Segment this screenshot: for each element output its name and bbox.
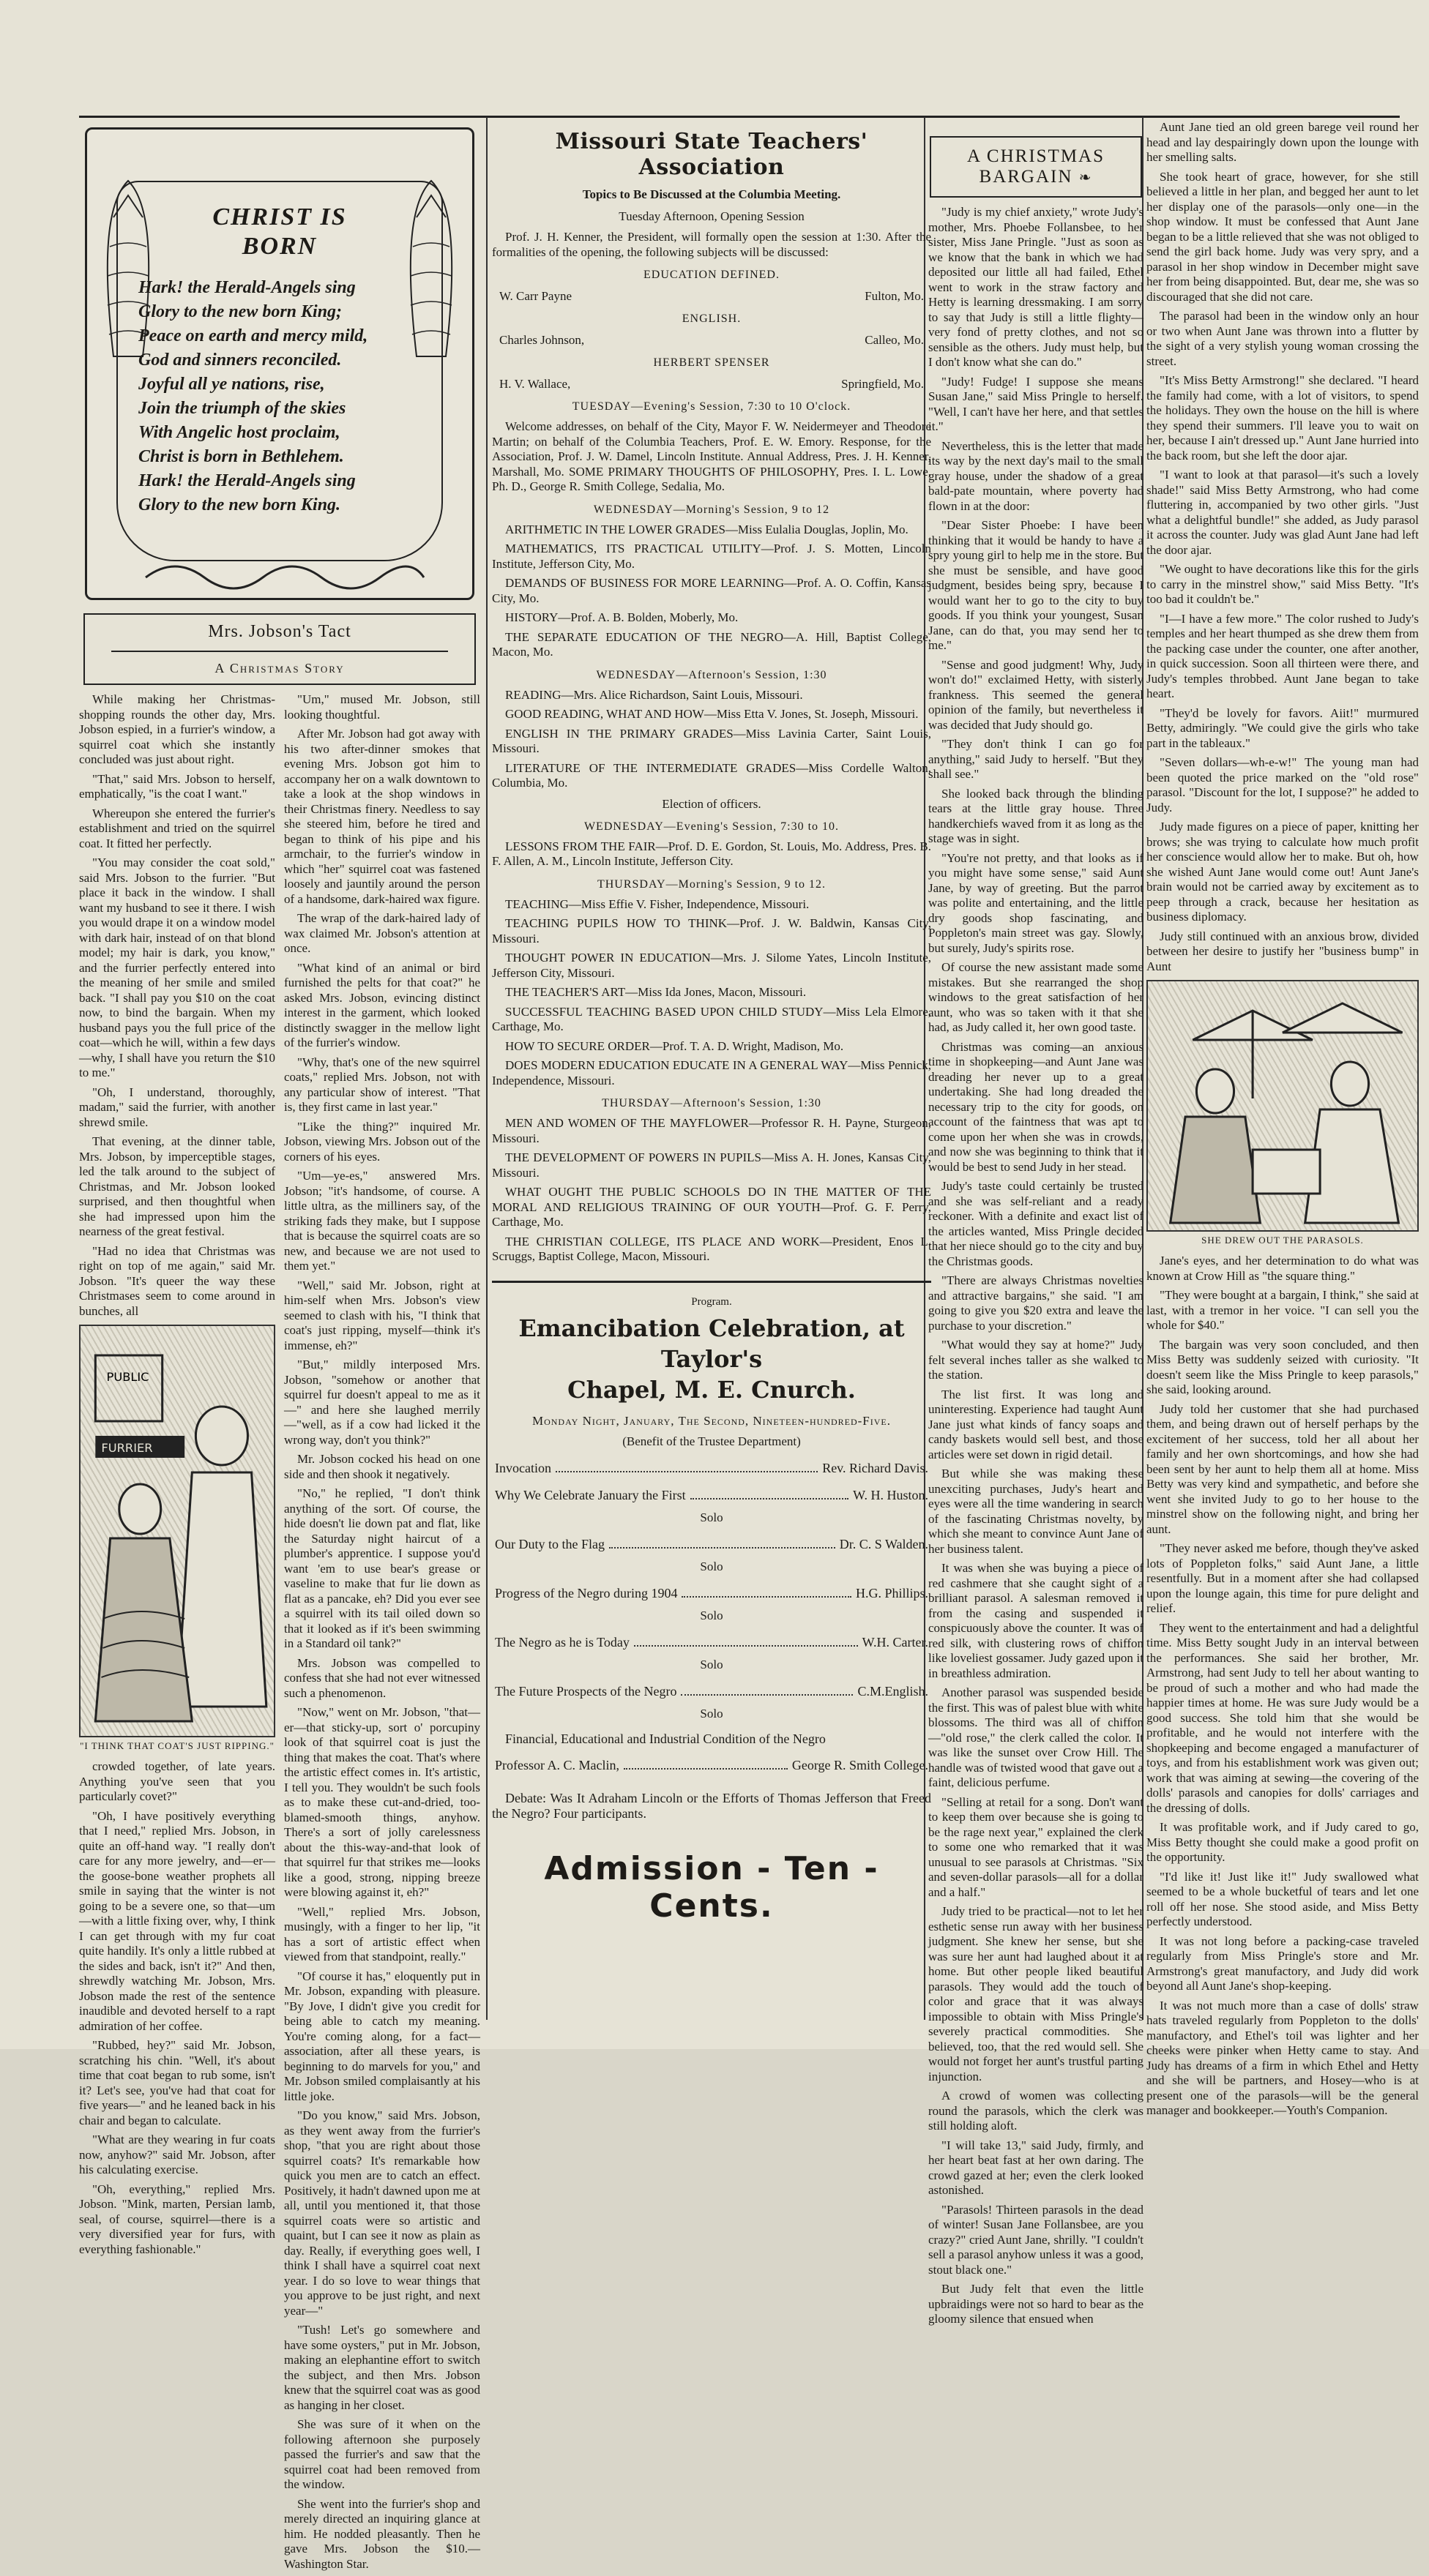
jobson-col-b (284, 692, 480, 2576)
story-paragraph: Aunt Jane tied an old green barege veil round her head and lay despairingly down upon the lounge with her smelling salts. (1146, 120, 1419, 164)
story-paragraph: "Oh, I have positively everything that I need," replied Mrs. Jobson, in quite an off-hand way. "I really don't care for any more jewelry, and—er—the goose-bone weather prophets all smile in saying that the winter is not going to be a severe one, so that—um—with a little fixing over, why, I think I can get through with my fur coat quite handily. It's only a little rubbed at the sides and back, isn't it?" And then, shrewdly watching Mr. Jobson, Mrs. Jobson made the rest of the sentence inaudible and devoted herself to a rapt admiration of her coffee. (79, 1808, 275, 2033)
msta-intro: Prof. J. H. Kenner, the President, will formally open the session at 1:30. After the formalities of the opening, the following subjects will be discussed: (492, 230, 931, 259)
program-item-speaker: W. H. Huston. (853, 1487, 928, 1502)
story-paragraph: Mr. Jobson cocked his head on one side and then shook it negatively. (284, 1452, 480, 1481)
story-paragraph: That evening, at the dinner table, Mrs. Jobson, by imperceptible stages, led the talk around to the subject of Christmas, and Mr. Jobson looked surprised, and then thoughtful when she had impressed upon him the nearness of the great festival. (79, 1134, 275, 1238)
svg-text:FURRIER: FURRIER (101, 1441, 153, 1455)
story-paragraph: "Rubbed, hey?" said Mr. Jobson, scratching his chin. "Well, it's about time that coat began to rub some, isn't it? Let's see, you've had that coat for five years—" and he leaned back in his chair and began to calculate. (79, 2038, 275, 2127)
msta-session-wednesday-morning: WEDNESDAY—Morning's Session, 9 to 12 (593, 503, 830, 516)
msta-speaker-row: W. Carr Payne Fulton, Mo. (499, 289, 924, 303)
msta-topic-education: EDUCATION DEFINED. (643, 269, 780, 281)
program-solo: Solo (700, 1559, 723, 1573)
program-solo: Solo (700, 1608, 723, 1622)
msta-subhead: Topics to Be Discussed at the Columbia Meeting. (582, 187, 841, 201)
story-paragraph: "What are they wearing in fur coats now, anyhow?" said Mr. Jobson, after his calculating exercise. (79, 2133, 275, 2176)
story-paragraph: "Had no idea that Christmas was right on top of me again," said Mr. Jobson. "It's queer the way these Christmases seem to come around in bunches, all (79, 1243, 275, 1318)
msta-topic-spenser: HERBERT SPENSER (653, 356, 770, 369)
program-topic: THE DEVELOPMENT OF POWERS IN PUPILS—Miss A. H. Jones, Kansas City, Missouri. (492, 1150, 931, 1180)
story-paragraph: "We ought to have decorations like this for the girls to carry in the minstrel show," said Miss Betty. "It's too bad it couldn't be." (1146, 562, 1419, 606)
story-paragraph: Whereupon she entered the furrier's establishment and tried on the squirrel coat. It fitted her perfectly. (79, 806, 275, 850)
program-item-speaker: C.M.English. (857, 1683, 928, 1699)
svg-text:PUBLIC: PUBLIC (106, 1370, 149, 1384)
story-paragraph: Of course the new assistant made some mistakes. But she rearranged the shop windows to the great satisfaction of her aunt, who was so taken with it that she had, as Judy called it, her own good taste. (928, 960, 1143, 1034)
program-topic: THOUGHT POWER IN EDUCATION—Mrs. J. Silome Yates, Lincoln Institute, Jefferson City, Missouri. (492, 951, 931, 980)
column-left (79, 124, 480, 2571)
program-topic: LITERATURE OF THE INTERMEDIATE GRADES—Miss Cordelle Walton, Columbia, Mo. (492, 760, 931, 790)
program-topic: DOES MODERN EDUCATION EDUCATE IN A GENERAL WAY—Miss Pennick, Independence, Missouri. (492, 1058, 931, 1087)
program-item (495, 1488, 928, 1503)
story-paragraph: "They don't think I can go for anything," said Judy to herself. "But they shall see." (928, 737, 1143, 781)
parasols-illustration-caption: SHE DREW OUT THE PARASOLS. (1201, 1235, 1364, 1246)
program-item-title: The Future Prospects of the Negro (495, 1683, 677, 1699)
poem-line: Hark! the Herald-Angels sing (138, 471, 356, 490)
ornament-icon: ❧ (1078, 170, 1093, 186)
story-paragraph: Judy's taste could certainly be trusted and she was self-reliant and a ready reckoner. With a definite and exact list of the articles wanted, Miss Pringle decided that her niece should go to the city and buy the Christmas goods. (928, 1179, 1143, 1268)
poem-line: With Angelic host proclaim, (138, 423, 340, 442)
msta-speaker-row: H. V. Wallace, Springfield, Mo. (499, 377, 924, 391)
story-paragraph: "That," said Mrs. Jobson to herself, emphatically, "is the coat I want." (79, 771, 275, 801)
carol-title-line2: BORN (242, 233, 318, 260)
program-topic: SUCCESSFUL TEACHING BASED UPON CHILD STUDY—Miss Lela Elmore, Carthage, Mo. (492, 1004, 931, 1033)
story-paragraph: "Do you know," said Mrs. Jobson, as they went away from the furrier's shop, "that you are right about those squirrel coats? It's remarkable how quick you men are to catch an effect. Positively, it hadn't dawned upon me at all, until you mentioned it, that those squirrel coats were so artistic and quaint, but I can see it now as plain as day. Really, if everything goes well, I think I shall have a squirrel coat next year. I do so love to wear things that you approve to be just right, and next year—" (284, 2108, 480, 2318)
msta-election: Election of officers. (662, 796, 761, 811)
program-item-title: Our Duty to the Flag (495, 1536, 605, 1551)
story-paragraph: A crowd of women was collecting round the parasols, which the clerk was still holding aloft. (928, 2089, 1143, 2133)
program-solo: Solo (700, 1510, 723, 1524)
msta-session-thursday-morning: THURSDAY—Morning's Session, 9 to 12. (597, 877, 827, 891)
story-paragraph: It was not long before a packing-case traveled regularly from Miss Pringle's store and Mr. Armstrong's great manufactory, and Judy did work beyond all Aunt Jane's shop-keeping. (1146, 1933, 1419, 1993)
program-item (495, 1635, 928, 1650)
story-paragraph: After Mr. Jobson had got away with his two after-dinner smokes that evening Mrs. Jobson got him to accompany her on a walk downtown to take a look at the shop windows in their Christmas finery. Needless to say she steered him, before he tired and began to think of his pipe and his armchair, to the furrier's window in which "her" squirrel coat was fastened loosely and jauntily around the person of a handsome, dark-haired wax figure. (284, 727, 480, 906)
story-paragraph: She was sure of it when on the following afternoon she purposely passed the furrier's and saw that the squirrel coat had been removed from the window. (284, 2417, 480, 2491)
story-paragraph: "Seven dollars—wh-e-w!" The young man had been quoted the price marked on the "old rose" parasol. "Discount for the lot, I suppose?" he added to Judy. (1146, 755, 1419, 815)
story-paragraph: "No," he replied, "I don't think anything of the sort. Of course, the hide doesn't lie down pat and flat, like the Saturday night haircut of a plumber's apprentice. I suppose you'd want 'em to use bear's grease or vaseline to make that fur lie down as flat as a pancake, eh? Did you ever see a squirrel with its tail oiled down so that it looked as if it's been swimming in a Standard oil tank?" (284, 1486, 480, 1650)
story-paragraph: It was profitable work, and if Judy cared to go, Miss Betty thought she could make a good profit on the opportunity. (1146, 1820, 1419, 1864)
story-paragraph: The list first. It was long and uninteresting. Experience had taught Aunt Jane just what kinds of fancy soaps and candy baskets would sell best, and those articles were set down in rigid detail. (928, 1387, 1143, 1461)
story-paragraph: Judy told her customer that she had purchased them, and being drawn out of herself perhaps by the excitement of her success, told her all about her family and her own shortcomings, and how she had been sent by her aunt to help them all at home. Miss Betty was very kind and sympathetic, and before she went she invited Judy to go to her house to the minstrel show on the following night, and bring her aunt. (1146, 1401, 1419, 1536)
program-item (495, 1586, 928, 1601)
story-paragraph: "Why, that's one of the new squirrel coats," replied Mrs. Jobson, not with any particular show of interest. "That is, they first came in last year." (284, 1055, 480, 1114)
msta-headline: Missouri State Teachers' Association (555, 129, 868, 180)
story-paragraph: "What kind of an animal or bird furnished the pelts for that coat?" he asked Mrs. Jobson, evincing distinct interest in the garment, which looked distinctly swagger in the mellow light of the furrier's window. (284, 960, 480, 1049)
story-paragraph: "I will take 13," said Judy, firmly, and her heart beat fast at her own daring. The crowd gazed at her; even the clerk looked astonished. (928, 2138, 1143, 2197)
christmas-carol-box (85, 127, 474, 600)
story-paragraph: She went into the furrier's shop and merely directed an inquiring glance at him. He nodded pleasantly. Then he gave Mrs. Jobson the $10.—Washington Star. (284, 2496, 480, 2571)
story-paragraph: "They were bought at a bargain, I think," she said at last, with a tremor in her voice. "I can sell you the whole for $40." (1146, 1288, 1419, 1332)
story-paragraph: Judy tried to be practical—not to let her esthetic sense run away with her business judgment. She knew her sense, but she was sure her aunt had laughed about it at home. But other people liked beautiful parasols. They would add the touch of color and grace that it was always impossible to obtain with Miss Pringle's severely practical commodities. She believed, too, that the red would sell. She would not forget her aunt's trustful parting injunction. (928, 1904, 1143, 2083)
jobson-headline-box (83, 613, 476, 685)
story-paragraph: "You may consider the coat sold," said Mrs. Jobson to the furrier. "But place it back in the window. I shall want my husband to see it there. I wish you would drape it on a window model with dark hair, instead of on that blond model; my hair is dark, you know," and the furrier perfectly entered into the meaning of her smile and smiled back. "I shall pay you $10 on the coat now, to bind the bargain. When my husband pays you the full price of the coat—which he will, within a few days—why, I shall have you return the $10 to me." (79, 855, 275, 1079)
program-topic: THE TEACHER'S ART—Miss Ida Jones, Macon, Missouri. (505, 985, 807, 999)
program-debate: Debate: Was It Adraham Lincoln or the Efforts of Thomas Jefferson that Freed the Negro? Four participants. (492, 1791, 931, 1821)
story-paragraph: "It's Miss Betty Armstrong!" she declared. "I heard the family had come, with a lot of visitors, to spend the holidays. They own the house on the hill is where they spend their summers. I'll leave you to wait on her, because I ain't dressed up." Aunt Jane hurried into the back room, but she left the door ajar. (1146, 373, 1419, 463)
program-topic: ENGLISH IN THE PRIMARY GRADES—Miss Lavinia Carter, Saint Louis, Missouri. (492, 726, 931, 755)
msta-welcome: Welcome addresses, on behalf of the City, Mayor F. W. Neidermeyer and Theodore Martin; on behalf of the Columbia Teachers, Prof. E. W. Emory. Response, for the Association, Prof. J. W. Damel, Lincoln Institute. Annual Address, Pres. J. H. Kenner, Marshall, Mo. SOME PRIMARY THOUGHTS OF PHILOSOPHY, Pres. I. L. Lowe, Ph. D., George R. Smith College, Sedalia, Mo. (492, 419, 931, 493)
jobson-story (79, 692, 480, 2576)
bargain-headline-line2: BARGAIN ❧ (979, 167, 1093, 187)
emancipation-program-label: Program. (691, 1295, 732, 1308)
poem-line: Glory to the new born King; (138, 302, 343, 321)
story-paragraph: "Tush! Let's go somewhere and have some oysters," put in Mr. Jobson, making an elephantine effort to switch the subject, and then Mrs. Jobson knew that the squirrel coat was as good as hanging in her closet. (284, 2323, 480, 2412)
story-paragraph: "Like the thing?" inquired Mr. Jobson, viewing Mrs. Jobson out of the corners of his eyes. (284, 1119, 480, 1164)
program-item-title: Progress of the Negro during 1904 (495, 1585, 678, 1600)
program-topic: MEN AND WOMEN OF THE MAYFLOWER—Professor R. H. Payne, Sturgeon, Missouri. (492, 1116, 931, 1145)
story-paragraph: Judy made figures on a piece of paper, knitting her brows; she was trying to calculate how much profit her conscience would allow her to make. But oh, how she wished Aunt Jane would come out! Aunt Jane's brain would not be carried away by excitement as to peep through a crack, because her hesitation as business diplomacy. (1146, 820, 1419, 924)
story-paragraph: She looked back through the blinding tears at the little gray house. Three handkerchiefs waved from it as long as the stage was in sight. (928, 786, 1143, 845)
story-paragraph: The wrap of the dark-haired lady of wax claimed Mr. Jobson's attention at once. (284, 911, 480, 955)
story-paragraph: "They'd be lovely for favors. Aiit!" murmured Betty, admiringly. "We could give the girls who take part in the tableaux." (1146, 705, 1419, 750)
msta-session-thursday-afternoon: THURSDAY—Afternoon's Session, 1:30 (602, 1097, 821, 1109)
program-item-title: The Negro as he is Today (495, 1634, 630, 1650)
program-item (495, 1461, 928, 1476)
column-center (492, 124, 931, 2012)
program-topic: TEACHING PUPILS HOW TO THINK—Prof. J. W. Baldwin, Kansas City, Missouri. (492, 916, 931, 946)
parasols-illustration (1146, 980, 1419, 1232)
program-topic: WHAT OUGHT THE PUBLIC SCHOOLS DO IN THE MATTER OF THE MORAL AND RELIGIOUS TRAINING OF OUR YOUTH—Prof. G. F. Perry, Carthage, Mo. (492, 1185, 931, 1229)
program-topic: DEMANDS OF BUSINESS FOR MORE LEARNING—Prof. A. O. Coffin, Kansas City, Mo. (492, 576, 931, 605)
story-paragraph: "Well," said Mr. Jobson, right at him-self when Mrs. Jobson's view seemed to clash with his, "I think that coat's just ripping, myself—think it's immense, eh?" (284, 1278, 480, 1352)
column-rule (486, 117, 488, 2020)
poem-line: Christ is born in Bethlehem. (138, 447, 344, 466)
program-topic: GOOD READING, WHAT AND HOW—Miss Etta V. Jones, St. Joseph, Missouri. (505, 707, 919, 721)
story-paragraph: "I want to look at that parasol—it's such a lovely shade!" said Miss Betty Armstrong, who had come fluttering in, accompanied by two other girls. "Just what a delightful bundle!" she added, as Judy parasol it across the counter. Judy was glad Aunt Jane had left the door ajar. (1146, 468, 1419, 557)
column-bargain-cont (1143, 120, 1422, 2117)
story-paragraph: Another parasol was suspended beside the first. This was of palest blue with white blossoms. The third was all of chiffon—"old rose," the clerk called the color. It was like the sunset over Crow Hill. The handle was of twisted wood that gave out a faint, delicious perfume. (928, 1685, 1143, 1789)
program-financial: Financial, Educational and Industrial Condition of the Negro (505, 1731, 826, 1746)
story-paragraph: "What would they say at home?" Judy felt several inches taller as she walked to the station. (928, 1338, 1143, 1382)
jobson-col-a (79, 692, 275, 2576)
program-topic: HISTORY—Prof. A. B. Bolden, Moberly, Mo. (505, 610, 739, 624)
program-item (495, 1537, 928, 1552)
story-paragraph: "Dear Sister Phoebe: I have been thinking that it would be handy to have a spry young girl to help me in the store. But she must be sensible, and have good judgment, besides being spry, because I would want her to go to the city to buy goods. If you think your youngest, Susan Jane, can do that, you may send her to me." (928, 518, 1143, 652)
program-topic: ARITHMETIC IN THE LOWER GRADES—Miss Eulalia Douglas, Joplin, Mo. (505, 522, 908, 536)
poem-line: God and sinners reconciled. (138, 351, 342, 370)
program-topic: TEACHING—Miss Effie V. Fisher, Independence, Missouri. (505, 896, 810, 911)
program-topic: READING—Mrs. Alice Richardson, Saint Louis, Missouri. (505, 687, 803, 702)
emancipation-date: Monday Night, January, The Second, Nineteen-hundred-Five. (531, 1413, 892, 1428)
story-paragraph: "Oh, everything," replied Mrs. Jobson. "Mink, marten, Persian lamb, seal, of course, squirrel—there is a very diversified year for furs, with everything fashionable." (79, 2182, 275, 2256)
bargain-headline-line1: A CHRISTMAS (966, 146, 1105, 166)
poem-line: Join the triumph of the skies (138, 399, 346, 418)
column-bargain (925, 124, 1146, 2326)
story-paragraph: "Judy is my chief anxiety," wrote Judy's mother, Mrs. Phoebe Follansbee, to her sister, Miss Jane Pringle. "Just as soon as we know that the bank in which we had deposited our little all had failed, Ethel went to work in the straw factory and Hetty is learning dressmaking. I am sorry to say that Judy is still a little flighty—very fond of pretty clothes, and not so sensible as the others. Judy must help, but I don't know what she can do." (928, 205, 1143, 369)
story-paragraph: "Of course it has," eloquently put in Mr. Jobson, expanding with pleasure. "By Jove, I didn't give you credit for being able to catch my meaning. You're coming along, for a fact—association, after all these years, is beginning to do marvels for you," and Mr. Jobson smiled complaisantly at his little joke. (284, 1969, 480, 2103)
program-item-speaker: Dr. C. S Walden. (839, 1536, 928, 1551)
program-item-title: Why We Celebrate January the First (495, 1487, 686, 1502)
msta-session-wednesday-evening: WEDNESDAY—Evening's Session, 7:30 to 10. (583, 820, 840, 833)
msta-speaker-row: Charles Johnson, Calleo, Mo. (499, 333, 924, 347)
story-paragraph: "But," mildly interposed Mrs. Jobson, "somehow or another that squirrel fur doesn't appeal to me as it—" and here she laughed merrily—"well, as if a cow had licked it the wrong way, don't you think?" (284, 1358, 480, 1447)
story-paragraph: "I—I have a few more." The color rushed to Judy's temples and her heart thumped as she drew them from the packing case under the counter, one after another, in quick succession. Soon all thirteen were there, and Judy's temples throbbed. Aunt Jane began to take heart. (1146, 611, 1419, 700)
program-item-title: Invocation (495, 1460, 551, 1475)
emancipation-benefit: (Benefit of the Trustee Department) (622, 1434, 801, 1448)
program-item-speaker: W.H. Carter. (862, 1634, 928, 1650)
story-paragraph: Judy still continued with an anxious brow, divided between her desire to justify her "business bump" in Aunt (1146, 929, 1419, 973)
program-item: Professor A. C. Maclin, George R. Smith College. (495, 1758, 928, 1772)
program-topic: THE SEPARATE EDUCATION OF THE NEGRO—A. Hill, Baptist College, Macon, Mo. (492, 629, 931, 659)
poem-line: Joyful all ye nations, rise, (138, 375, 325, 394)
program-solo: Solo (700, 1657, 723, 1671)
story-paragraph: "Um—ye-es," answered Mrs. Jobson; "it's handsome, of course. A little ultra, as the milliners say, of the striking fads they make, but I suppose that is because the squirrel coats are so new, and because we are not used to them yet." (284, 1169, 480, 1273)
story-paragraph: "Oh, I understand, thoroughly, madam," said the furrier, with another shrewd smile. (79, 1085, 275, 1129)
story-paragraph: Nevertheless, this is the letter that made its way by the next day's mail to the small gray house, under the shadow of a great bald-pate mountain, where poverty had flown in at the door: (928, 438, 1143, 513)
story-paragraph: "They never asked me before, though they've asked lots of Poppleton folks," said Aunt Jane, a little resentfully. But in a moment after she had collapsed upon the lounge again, this time for pure delight and relief. (1146, 1541, 1419, 1615)
program-item-speaker: H.G. Phillips. (855, 1585, 928, 1600)
story-paragraph: While making her Christmas-shopping rounds the other day, Mrs. Jobson espied, in a furrier's window, a squirrel coat which she instantly concluded was just about right. (79, 692, 275, 766)
top-rule (79, 116, 1400, 118)
story-paragraph: "Um," mused Mr. Jobson, still looking thoughtful. (284, 692, 480, 722)
poem-line: Peace on earth and mercy mild, (138, 326, 368, 345)
holly-leaves-ornament (146, 555, 424, 585)
msta-session-wednesday-afternoon: WEDNESDAY—Afternoon's Session, 1:30 (596, 668, 827, 681)
msta-topic-english: ENGLISH. (682, 312, 742, 325)
section-rule (492, 1281, 931, 1283)
program-topic: THE CHRISTIAN COLLEGE, ITS PLACE AND WORK—President, Enos L. Scruggs, Baptist College, Macon, Missouri. (492, 1234, 931, 1263)
story-paragraph: "Well," replied Mrs. Jobson, musingly, with a finger to her lip, "it has a sort of artistic effect when viewed from that standpoint, really." (284, 1904, 480, 1963)
poem-line: Glory to the new born King. (138, 495, 341, 514)
story-paragraph: "Now," went on Mr. Jobson, "that—er—that sticky-up, sort o' porcupiny look of that squirrel coat is just the thing that makes the coat. That's where the artistic effect comes in. It's artistic, I tell you. They wouldn't be such fools as to make these cut-and-dried, too-blamed-smooth things, anyhow. There's a sort of jolly carelessness about the this-way-and-that look of that squirrel fur that strikes me—looks like a good, strong, nipping breeze were blowing against it, eh?" (284, 1705, 480, 1899)
story-paragraph: Jane's eyes, and her determination to do what was known at Crow Hill as "the square thing." (1146, 1254, 1419, 1283)
story-paragraph: The parasol had been in the window only an hour or two when Aunt Jane was thrown into a flutter by the sight of a very stylish young woman crossing the street. (1146, 309, 1419, 368)
msta-wed-evening: LESSONS FROM THE FAIR—Prof. D. E. Gordon, St. Louis, Mo. Address, Pres. B. F. Allen, A. M., Lincoln Institute, Jefferson City. (492, 839, 931, 868)
msta-session-tuesday-evening: TUESDAY—Evening's Session, 7:30 to 10 O'clock. (572, 400, 851, 413)
story-paragraph: Christmas was coming—an anxious time in shopkeeping—and Aunt Jane was dreading her never up to a great undertaking. She had long dreaded the necessary trip to the city for goods, on account of the faintness that was apt to come upon her when she was in crowds, and now she was beginning to think that it would be best to send Judy in her stead. (928, 1039, 1143, 1174)
jobson-headline: Mrs. Jobson's Tact (208, 622, 351, 641)
story-paragraph: "You're not pretty, and that looks as if you might have some sense," said Aunt Jane, by way of greeting. But the parrot was polite and entertaining, and the little dry goods shop fascinating, and Poppleton's main street was gay. Slowly, but surely, Judy's spirits rose. (928, 850, 1143, 955)
story-paragraph: "There are always Christmas novelties and attractive bargains," she said. "I am going to give you $20 extra and leave the purchase to your discretion." (928, 1273, 1143, 1333)
story-paragraph: Mrs. Jobson was compelled to confess that she had not ever witnessed such a phenomenon. (284, 1655, 480, 1700)
story-paragraph: The bargain was very soon concluded, and then Miss Betty was suddenly seized with curiosity. "It doesn't seem like the Miss Pringle to keep parasols," she said, looking around. (1146, 1337, 1419, 1396)
story-paragraph: It was when she was buying a piece of red cashmere that she caught sight of a brilliant parasol. A salesman removed it from the casing and suspended it conspicuously above the counter. It was of red silk, with clustering rows of chiffon like loveliest gossamer. Judy gazed upon it in breathless admiration. (928, 1561, 1143, 1680)
furrier-window-illustration (79, 1325, 275, 1737)
msta-session-tuesday-afternoon: Tuesday Afternoon, Opening Session (619, 209, 805, 223)
program-topic: HOW TO SECURE ORDER—Prof. T. A. D. Wright, Madison, Mo. (505, 1038, 844, 1053)
story-paragraph: "Parasols! Thirteen parasols in the dead of winter! Susan Jane Follansbee, are you crazy?" cried Aunt Jane, shrilly. "I couldn't sell a parasol anyhow unless it was a good, stout black one." (928, 2202, 1143, 2277)
carol-title (87, 203, 472, 261)
story-paragraph: They went to the entertainment and had a delightful time. Miss Betty sought Judy in an interval between the performances. She said her brother, Mr. Armstrong, had sent Judy to tell her about wanting to be proud of such a mother and who had made the happier times at home. He was sure Judy would be a good success. She told him that she would be profitable, and he would not interfere with the shopkeeping and become engaged a manufacturer of toys, and from his establishment work was given out; work that was aiming at sewing—the covering of the dolls' parasols and canopies for dolls' carriages and the dressing of dolls. (1146, 1620, 1419, 1815)
poem-line: Hark! the Herald-Angels sing (138, 278, 356, 297)
carol-title-line1: CHRIST IS (212, 203, 347, 231)
carol-poem (138, 276, 428, 517)
story-paragraph: "I'd like it! Just like it!" Judy swallowed what seemed to be a whole bucketful of tears and let one roll off her nose. She stood aside, and Miss Betty perfectly understood. (1146, 1869, 1419, 1928)
story-paragraph: It was not much more than a case of dolls' straw hats traveled regularly from Poppleton to the dolls' manufactory, and Ethel's toil was lighter and her cheeks were pinker when Hetty came to stay. And Judy has dreams of a firm in which Ethel and Hetty and she will be partners, and Hosey—who is at present one of the parasols—will be the general manager and bookkeeper.—Youth's Companion. (1146, 1998, 1419, 2117)
jobson-subhead: A Christmas Story (214, 661, 345, 675)
program-solo: Solo (700, 1706, 723, 1721)
story-paragraph: "Sense and good judgment! Why, Judy won't do!" exclaimed Hetty, with sisterly frankness. This seemed the general opinion of the family, but nevertheless it was decided that Judy should go. (928, 657, 1143, 732)
admission-price: Admission - Ten - Cents. (544, 1850, 879, 1925)
bargain-headline-box (930, 136, 1142, 198)
program-item-speaker: Rev. Richard Davis. (822, 1460, 928, 1475)
story-paragraph: But while she was making these unexciting purchases, Judy's heart and eyes were all the time wandering in search of the fascinating Christmas novelty, by which she meant to convince Aunt Jane of her business talent. (928, 1467, 1143, 1556)
story-paragraph: "Judy! Fudge! I suppose she means Susan Jane," said Miss Pringle to herself. "Well, I can't have her here, and that settles it." (928, 374, 1143, 433)
program-topic: MATHEMATICS, ITS PRACTICAL UTILITY—Prof. J. S. Motten, Lincoln Institute, Jefferson City, Mo. (492, 542, 931, 571)
furrier-illustration-caption: "I THINK THAT COAT'S JUST RIPPING." (80, 1740, 275, 1751)
story-paragraph: crowded together, of late years. Anything you've seen that you particularly covet?" (79, 1759, 275, 1803)
story-paragraph: She took heart of grace, however, for she still believed a little in her plan, and begged her aunt to let her display one of the parasols—only one—in the shop window. It must be confessed that Aunt Jane began to be a little relieved that she was not obliged to send the girl back home. Judy was very spry, and a parasol in her shop window in December might save her from being disappointed. But, dear me, she was so discouraged that she did not care. (1146, 169, 1419, 304)
story-paragraph: "Selling at retail for a song. Don't want to keep them over because she is going to be the rage next year," explained the clerk to some one who remarked that it was unusual to see parasols at Christmas. "Six and seven-dollar parasols—all for a dollar and a half." (928, 1794, 1143, 1899)
story-paragraph: But Judy felt that even the little upbraidings were not so hard to bear as the gloomy silence that ensued when (928, 2282, 1143, 2326)
emancipation-headline: Emancibation Celebration, at Taylor's Chapel, M. E. Cnurch. (518, 1314, 905, 1404)
program-item (495, 1684, 928, 1699)
